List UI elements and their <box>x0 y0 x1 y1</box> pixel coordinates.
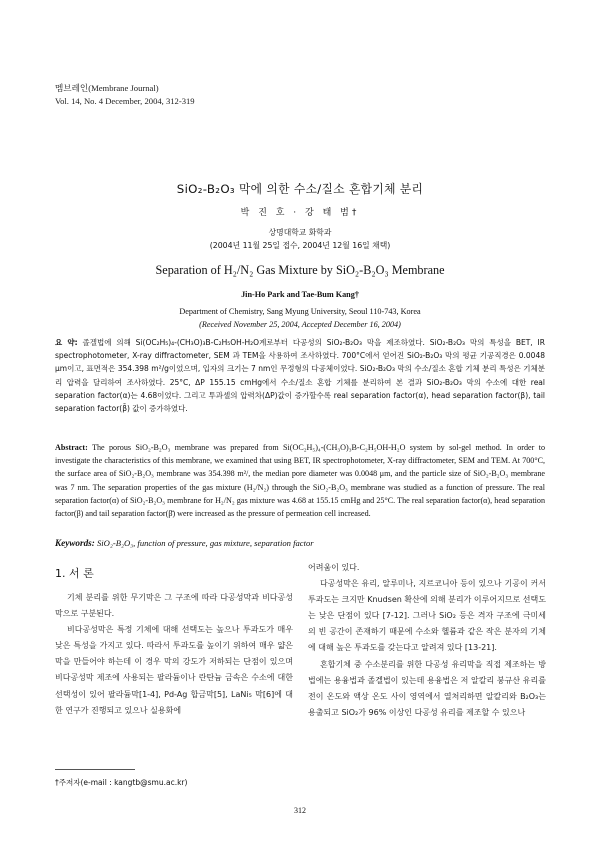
footnote-rule <box>55 769 135 770</box>
body-column-left <box>55 590 293 719</box>
abstract-korean <box>55 336 545 415</box>
abstract-english <box>55 441 545 520</box>
body-paragraph: 다공성막은 유리, 알루미나, 지르코니아 등이 있으나 기공이 커서 투과도는 크지만 Knudsen 확산에 의해 분리가 이루어지므로 선택도는 낮은 단점이 있다 [7-12]. 그러나 SiO₂ 등은 격자 구조에 극미세의 빈 공간이 존재하기 때문에 수소와 헬륨과 같은 작은 분자의 기체에 대해 높은 투과도를 갖는다고 알려져 있다 [13-21]. <box>308 579 546 653</box>
journal-issue: Vol. 14, No. 4 December, 2004, 312-319 <box>55 96 195 106</box>
footnote: †주저자(e-mail : kangtb@smu.ac.kr) <box>55 778 188 787</box>
abstract-english-text: The porous SiO₂-B₂O₃ membrane was prepared from Si(OC₂H₅)₄-(CH₃O)₃B-C₂H₅OH-H₂O system by sol-gel method. In order to investigate the characteristics of this membrane, we examined that using BET, IR spectrophotometer, X-ray diffractometer, SEM and TEM. At 700°C, the surface area of SiO₂-B₂O₃ membrane was 354.398 m²/, the median pore diameter was 0.0048 μm, and the particle size of SiO₂-B₂O₃ membrane was 7 nm. The separation properties of the gas mixture (H₂/N₂) through the SiO₂-B₂O₃ membrane was studied as a function of pressure. The real separation factor(α) of SiO₂-B₂O₃ membrane for H₂/N₂ gas mixture was 4.68 at 155.15 cmHg and 25°C. The real separation factor(α), head separation factor(β) and tail separation factor(β̄) were increased as the pressure of permeation cell increased. <box>55 443 546 519</box>
title-english: Separation of H₂/N₂ Gas Mixture by SiO₂-B₂O₃ Membrane <box>155 263 445 277</box>
title-korean: SiO₂-B₂O₃ 막에 의한 수소/질소 혼합기체 분리 <box>176 182 424 196</box>
body-paragraph: 기체 분리를 위한 무기막은 그 구조에 따라 다공성막과 비다공성 막으로 구분된다. <box>55 593 293 619</box>
body-paragraph: 비다공성막은 특정 기체에 대해 선택도는 높으나 투과도가 매우 낮은 특성을 가지고 있다. 따라서 투과도를 높이기 위하여 매우 얇은 막을 만들어야 하는데 이 경우 막의 강도가 저하되는 단점이 있으며 비다공성막 제조에 사용되는 팔라듐이나 란탄늄 금속은 수소에 대한 선택성이 있어 팔라듐막[1-4], Pd-Ag 합금막[5], LaNi₅ 막[6]에 대한 연구가 진행되고 있으나 실용화에 <box>55 625 293 715</box>
keywords <box>55 538 545 548</box>
body-paragraph: 혼합기체 중 수소분리를 위한 다공성 유리막을 직접 제조하는 방법에는 용융법과 졸겔법이 있는데 용융법은 저 알칼리 붕규산 유리를 전이 온도와 액상 온도 사이 영역에서 열처리하면 알칼리와 B₂O₃는 용출되고 SiO₂가 96% 이상인 다공성 유리를 제조할 수 있으나 <box>308 659 546 717</box>
dates-korean: (2004년 11월 25일 접수, 2004년 12월 16일 채택) <box>209 241 391 250</box>
dates-english: (Received November 25, 2004, Accepted December 16, 2004) <box>199 320 401 329</box>
authors-english: Jin-Ho Park and Tae-Bum Kang† <box>241 290 359 299</box>
page-number: 312 <box>294 806 306 815</box>
abstract-english-label: Abstract: <box>55 443 88 452</box>
affiliation-english: Department of Chemistry, Sang Myung University, Seoul 110-743, Korea <box>179 307 421 316</box>
keywords-text: SiO₂-B₂O₃, function of pressure, gas mixture, separation factor <box>96 538 314 548</box>
section-heading-introduction: 1. 서 론 <box>55 567 94 580</box>
journal-name: 멤브레인(Membrane Journal) <box>55 83 159 93</box>
body-column-right <box>308 560 546 721</box>
keywords-label: Keywords: <box>55 538 95 548</box>
authors-korean: 박 진 호 · 강 태 범† <box>240 208 360 218</box>
abstract-korean-text: 졸겔법에 의해 Si(OC₂H₅)₄-(CH₃O)₃B-C₂H₅OH-H₂O계로부터 다공성의 SiO₂-B₂O₃ 막을 제조하였다. SiO₂-B₂O₃ 막의 특성을 BET, IR spectrophotometer, X-ray diffractometer, SEM 과 TEM을 사용하여 조사하였다. 700°C에서 얻어진 SiO₂-B₂O₃ 막의 평균 기공직경은 0.0048 μm이고, 표면적은 354.398 m²/g이었으며, 입자의 크기는 7 nm인 무정형의 다공체이었다. SiO₂-B₂O₃ 막의 수소/질소 혼합 기체 분리 특성은 기체분리 압력을 달리하여 조사하였다. 25°C, ΔP 155.15 cmHg에서 수소/질소 혼합 기체를 분리하여 본 결과 SiO₂-B₂O₃ 막의 수소에 대한 real separation factor(α)는 4.68이었다. 그리고 투과셀의 압력차(ΔP)값이 증가할수록 real separation factor(α), head separation factor(β), tail separation factor(β̄) 값이 증가하였다. <box>55 338 545 414</box>
body-paragraph: 어려움이 있다. <box>308 563 360 572</box>
abstract-korean-label: 요 약: <box>55 338 78 347</box>
journal-header <box>55 82 195 108</box>
affiliation-korean: 상명대학교 화학과 <box>268 228 332 237</box>
